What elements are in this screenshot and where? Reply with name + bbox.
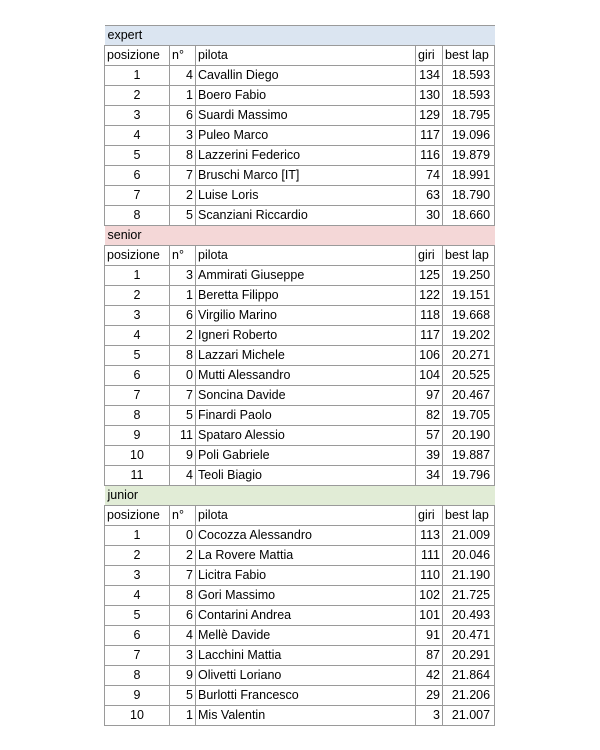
column-header-giri: giri [416, 506, 443, 526]
laps-cell: 91 [416, 626, 443, 646]
number-cell: 8 [170, 586, 196, 606]
position-cell: 9 [105, 426, 170, 446]
table-row [105, 406, 495, 426]
position-cell: 7 [105, 386, 170, 406]
driver-cell: Lazzerini Federico [196, 146, 416, 166]
number-cell: 3 [170, 646, 196, 666]
best-lap-cell: 20.467 [443, 386, 495, 406]
best-lap-cell: 20.471 [443, 626, 495, 646]
table-row [105, 266, 495, 286]
driver-cell: Teoli Biagio [196, 466, 416, 486]
driver-cell: Olivetti Loriano [196, 666, 416, 686]
column-header-best-lap: best lap [443, 506, 495, 526]
table-row [105, 386, 495, 406]
driver-cell: Cavallin Diego [196, 66, 416, 86]
table-row [105, 666, 495, 686]
number-cell: 9 [170, 446, 196, 466]
number-cell: 5 [170, 686, 196, 706]
best-lap-cell: 19.202 [443, 326, 495, 346]
number-cell: 3 [170, 126, 196, 146]
results-table [104, 25, 495, 726]
driver-cell: Luise Loris [196, 186, 416, 206]
column-header-posizione: posizione [105, 506, 170, 526]
driver-cell: Soncina Davide [196, 386, 416, 406]
best-lap-cell: 19.250 [443, 266, 495, 286]
section-senior-header-row [105, 246, 495, 266]
best-lap-cell: 20.291 [443, 646, 495, 666]
best-lap-cell: 18.593 [443, 66, 495, 86]
laps-cell: 101 [416, 606, 443, 626]
laps-cell: 63 [416, 186, 443, 206]
best-lap-cell: 19.879 [443, 146, 495, 166]
position-cell: 2 [105, 286, 170, 306]
laps-cell: 122 [416, 286, 443, 306]
number-cell: 8 [170, 346, 196, 366]
laps-cell: 111 [416, 546, 443, 566]
column-header-pilota: pilota [196, 46, 416, 66]
driver-cell: Ammirati Giuseppe [196, 266, 416, 286]
laps-cell: 74 [416, 166, 443, 186]
best-lap-cell: 20.271 [443, 346, 495, 366]
number-cell: 1 [170, 706, 196, 726]
laps-cell: 30 [416, 206, 443, 226]
driver-cell: Cocozza Alessandro [196, 526, 416, 546]
best-lap-cell: 18.790 [443, 186, 495, 206]
laps-cell: 39 [416, 446, 443, 466]
table-row [105, 566, 495, 586]
position-cell: 10 [105, 706, 170, 726]
number-cell: 4 [170, 466, 196, 486]
results-sheet [104, 25, 494, 726]
section-junior-header-row [105, 506, 495, 526]
best-lap-cell: 19.887 [443, 446, 495, 466]
driver-cell: Finardi Paolo [196, 406, 416, 426]
section-title: senior [105, 226, 495, 246]
position-cell: 8 [105, 206, 170, 226]
best-lap-cell: 21.206 [443, 686, 495, 706]
position-cell: 1 [105, 66, 170, 86]
table-row [105, 366, 495, 386]
position-cell: 4 [105, 586, 170, 606]
column-header-giri: giri [416, 46, 443, 66]
position-cell: 8 [105, 666, 170, 686]
number-cell: 2 [170, 546, 196, 566]
position-cell: 11 [105, 466, 170, 486]
best-lap-cell: 20.046 [443, 546, 495, 566]
number-cell: 0 [170, 366, 196, 386]
position-cell: 6 [105, 626, 170, 646]
driver-cell: Beretta Filippo [196, 286, 416, 306]
position-cell: 3 [105, 106, 170, 126]
table-row [105, 606, 495, 626]
number-cell: 5 [170, 406, 196, 426]
number-cell: 7 [170, 386, 196, 406]
table-row [105, 106, 495, 126]
column-header-numero: n° [170, 246, 196, 266]
number-cell: 8 [170, 146, 196, 166]
laps-cell: 97 [416, 386, 443, 406]
best-lap-cell: 19.096 [443, 126, 495, 146]
laps-cell: 129 [416, 106, 443, 126]
table-row [105, 286, 495, 306]
best-lap-cell: 21.864 [443, 666, 495, 686]
driver-cell: Licitra Fabio [196, 566, 416, 586]
driver-cell: Virgilio Marino [196, 306, 416, 326]
number-cell: 9 [170, 666, 196, 686]
table-row [105, 706, 495, 726]
best-lap-cell: 19.705 [443, 406, 495, 426]
table-row [105, 466, 495, 486]
laps-cell: 82 [416, 406, 443, 426]
best-lap-cell: 20.525 [443, 366, 495, 386]
section-expert-title-row [105, 26, 495, 46]
best-lap-cell: 21.725 [443, 586, 495, 606]
driver-cell: Burlotti Francesco [196, 686, 416, 706]
number-cell: 4 [170, 66, 196, 86]
number-cell: 3 [170, 266, 196, 286]
column-header-giri: giri [416, 246, 443, 266]
column-header-pilota: pilota [196, 506, 416, 526]
laps-cell: 106 [416, 346, 443, 366]
table-row [105, 346, 495, 366]
table-row [105, 686, 495, 706]
table-row [105, 86, 495, 106]
table-row [105, 646, 495, 666]
number-cell: 1 [170, 86, 196, 106]
best-lap-cell: 18.991 [443, 166, 495, 186]
driver-cell: Igneri Roberto [196, 326, 416, 346]
laps-cell: 125 [416, 266, 443, 286]
driver-cell: Mellè Davide [196, 626, 416, 646]
table-row [105, 126, 495, 146]
driver-cell: Bruschi Marco [IT] [196, 166, 416, 186]
column-header-pilota: pilota [196, 246, 416, 266]
table-row [105, 526, 495, 546]
laps-cell: 102 [416, 586, 443, 606]
number-cell: 11 [170, 426, 196, 446]
column-header-best-lap: best lap [443, 46, 495, 66]
results-table-body [105, 26, 495, 726]
table-row [105, 186, 495, 206]
table-row [105, 206, 495, 226]
driver-cell: Spataro Alessio [196, 426, 416, 446]
driver-cell: Mis Valentin [196, 706, 416, 726]
best-lap-cell: 21.009 [443, 526, 495, 546]
laps-cell: 57 [416, 426, 443, 446]
driver-cell: Contarini Andrea [196, 606, 416, 626]
driver-cell: Lazzari Michele [196, 346, 416, 366]
table-row [105, 626, 495, 646]
position-cell: 6 [105, 166, 170, 186]
laps-cell: 34 [416, 466, 443, 486]
laps-cell: 110 [416, 566, 443, 586]
position-cell: 2 [105, 546, 170, 566]
best-lap-cell: 19.796 [443, 466, 495, 486]
number-cell: 4 [170, 626, 196, 646]
position-cell: 5 [105, 606, 170, 626]
laps-cell: 130 [416, 86, 443, 106]
driver-cell: Suardi Massimo [196, 106, 416, 126]
laps-cell: 134 [416, 66, 443, 86]
number-cell: 6 [170, 606, 196, 626]
number-cell: 5 [170, 206, 196, 226]
section-title: junior [105, 486, 495, 506]
best-lap-cell: 21.190 [443, 566, 495, 586]
position-cell: 7 [105, 646, 170, 666]
table-row [105, 146, 495, 166]
best-lap-cell: 19.151 [443, 286, 495, 306]
position-cell: 2 [105, 86, 170, 106]
position-cell: 1 [105, 266, 170, 286]
position-cell: 9 [105, 686, 170, 706]
number-cell: 2 [170, 326, 196, 346]
section-senior-title-row [105, 226, 495, 246]
position-cell: 8 [105, 406, 170, 426]
table-row [105, 546, 495, 566]
position-cell: 4 [105, 326, 170, 346]
best-lap-cell: 18.660 [443, 206, 495, 226]
laps-cell: 117 [416, 326, 443, 346]
position-cell: 5 [105, 346, 170, 366]
table-row [105, 166, 495, 186]
best-lap-cell: 18.795 [443, 106, 495, 126]
table-row [105, 306, 495, 326]
best-lap-cell: 20.493 [443, 606, 495, 626]
column-header-best-lap: best lap [443, 246, 495, 266]
table-row [105, 446, 495, 466]
best-lap-cell: 19.668 [443, 306, 495, 326]
number-cell: 7 [170, 166, 196, 186]
position-cell: 5 [105, 146, 170, 166]
section-expert-header-row [105, 46, 495, 66]
laps-cell: 118 [416, 306, 443, 326]
position-cell: 3 [105, 566, 170, 586]
laps-cell: 116 [416, 146, 443, 166]
section-junior-title-row [105, 486, 495, 506]
laps-cell: 113 [416, 526, 443, 546]
driver-cell: Lacchini Mattia [196, 646, 416, 666]
position-cell: 6 [105, 366, 170, 386]
driver-cell: Mutti Alessandro [196, 366, 416, 386]
number-cell: 6 [170, 306, 196, 326]
laps-cell: 117 [416, 126, 443, 146]
best-lap-cell: 20.190 [443, 426, 495, 446]
driver-cell: Poli Gabriele [196, 446, 416, 466]
position-cell: 1 [105, 526, 170, 546]
laps-cell: 29 [416, 686, 443, 706]
position-cell: 7 [105, 186, 170, 206]
best-lap-cell: 21.007 [443, 706, 495, 726]
laps-cell: 42 [416, 666, 443, 686]
position-cell: 10 [105, 446, 170, 466]
driver-cell: Gori Massimo [196, 586, 416, 606]
section-title: expert [105, 26, 495, 46]
column-header-posizione: posizione [105, 246, 170, 266]
column-header-posizione: posizione [105, 46, 170, 66]
driver-cell: Boero Fabio [196, 86, 416, 106]
table-row [105, 326, 495, 346]
number-cell: 0 [170, 526, 196, 546]
position-cell: 3 [105, 306, 170, 326]
column-header-numero: n° [170, 46, 196, 66]
position-cell: 4 [105, 126, 170, 146]
number-cell: 2 [170, 186, 196, 206]
table-row [105, 586, 495, 606]
laps-cell: 104 [416, 366, 443, 386]
number-cell: 7 [170, 566, 196, 586]
table-row [105, 426, 495, 446]
laps-cell: 87 [416, 646, 443, 666]
column-header-numero: n° [170, 506, 196, 526]
laps-cell: 3 [416, 706, 443, 726]
table-row [105, 66, 495, 86]
driver-cell: La Rovere Mattia [196, 546, 416, 566]
number-cell: 1 [170, 286, 196, 306]
best-lap-cell: 18.593 [443, 86, 495, 106]
driver-cell: Scanziani Riccardio [196, 206, 416, 226]
number-cell: 6 [170, 106, 196, 126]
driver-cell: Puleo Marco [196, 126, 416, 146]
